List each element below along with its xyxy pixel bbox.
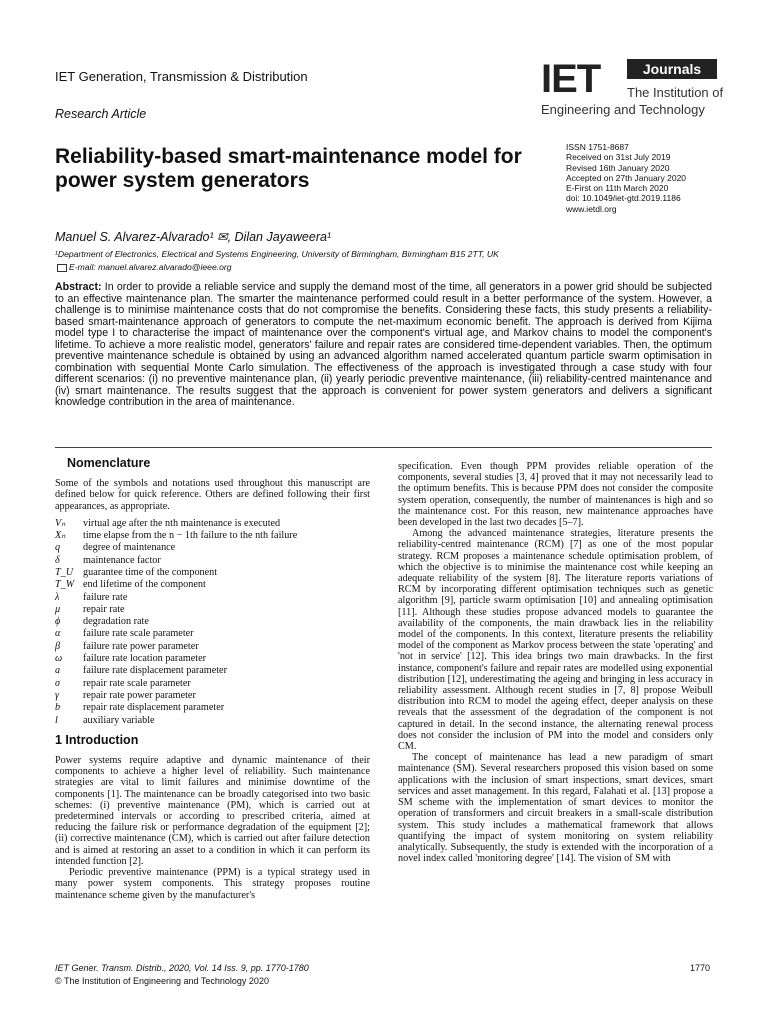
iet-journals-logo [541, 57, 724, 121]
nomenclature-row [55, 542, 370, 554]
nomenclature-row [55, 567, 370, 579]
logo-institution-line1: The Institution of [627, 85, 724, 100]
nomenclature-row [55, 628, 370, 640]
envelope-icon [57, 264, 67, 272]
nomenclature-row [55, 653, 370, 665]
article-type: Research Article [55, 107, 147, 121]
intro-paragraph-1: Power systems require adaptive and dynamic maintenance of their components to achieve a higher level of reliability. Such maintenance strategies are vital to limit failures and minimise downtime of the components [1]. The maintenance can be broadly categorised into two basic schemes: (i) preventive maintenance (PM), which is carried out at predetermined intervals or according to prescribed criteria, aimed at reducing the failure risk or performance degradation of the equipment [2]; (ii) corrective maintenance (CM), which is carried out after failure detection and is aimed at restoring an asset to a condition in which it can perform its intended function [2]. [55, 755, 370, 867]
nomenclature-description: time elapse from the n − 1th failure to the nth failure [83, 530, 298, 542]
revised-date: Revised 16th January 2020 [566, 162, 670, 173]
nomenclature-description: maintenance factor [83, 554, 161, 566]
nomenclature-description: repair rate displacement parameter [83, 702, 225, 714]
nomenclature-intro: Some of the symbols and notations used throughout this manuscript are defined below for quick reference. Others are defined following their first appearances, as appropriate. [55, 478, 370, 512]
nomenclature-symbol: l [55, 714, 58, 726]
abstract [55, 282, 712, 409]
author-list: Manuel S. Alvarez-Alvarado¹ ✉, Dilan Jayaweera¹ [55, 230, 332, 244]
nomenclature-symbol: a [55, 665, 61, 677]
abstract-label: Abstract: [55, 281, 102, 293]
logo-mark: IET [541, 57, 601, 101]
nomenclature-symbol: γ [55, 689, 60, 701]
nomenclature-row [55, 530, 370, 542]
nomenclature-row [55, 715, 370, 727]
right-paragraph-2: Among the advanced maintenance strategies, literature presents the reliability-centred maintenance (RCM) [7] as one of the most popular strategy. RCM proposes a maintenance schedule optimisation problem, of which the objective is to minimise the maintenance cost while keeping an adequate reliability of the system [8]. The literature reports variations of RCM by incorporating different optimisation techniques such as genetic algorithm [9], particle swarm optimisation [10] and annealing optimisation [11]. Although these studies propose advanced models to guarantee the availability of the components, the main drawback lies in the reliability model of the components. In this context, literature presents the reliability model of the component as Markov process between the state 'operating' and 'not in service' [12]. This idea brings two main drawbacks. In the first instance, component's failure and repair rates are modelled using exponential distribution [12], underestimating the ageing and bringing in less accuracy in reliability assessment. Although recent studies in [7, 8] propose Weibull distribution into RCM to model the ageing effect, deeper analysis on these reveals that the assessment of the degradation of the component is not captured in detail. In the second instance, the alternating renewal process does not consider the inclusion of PM into the model and considers only CM. [398, 528, 713, 753]
nomenclature-symbol: q [55, 542, 61, 554]
nomenclature-description: degradation rate [83, 616, 149, 628]
corresponding-email[interactable] [55, 262, 232, 272]
nomenclature-description: repair rate scale parameter [83, 677, 191, 689]
right-column [398, 461, 713, 864]
nomenclature-symbol: σ [55, 677, 61, 689]
nomenclature-description: failure rate displacement parameter [83, 665, 227, 677]
nomenclature-row [55, 665, 370, 677]
divider [55, 447, 712, 448]
introduction-heading: 1 Introduction [55, 732, 139, 747]
journal-name: IET Generation, Transmission & Distribution [55, 69, 308, 84]
nomenclature-list [55, 518, 370, 727]
nomenclature-description: failure rate location parameter [83, 653, 207, 665]
nomenclature-row [55, 616, 370, 628]
doi[interactable]: doi: 10.1049/iet-gtd.2019.1186 [566, 193, 681, 204]
nomenclature-row [55, 678, 370, 690]
nomenclature-row [55, 641, 370, 653]
nomenclature-description: failure rate power parameter [83, 640, 199, 652]
e-first-date: E-First on 11th March 2020 [566, 183, 669, 194]
nomenclature-description: end lifetime of the component [83, 579, 206, 591]
nomenclature-row [55, 592, 370, 604]
footer-copyright: © The Institution of Engineering and Technology 2020 [55, 976, 269, 986]
accepted-date: Accepted on 27th January 2020 [566, 172, 687, 183]
nomenclature-row [55, 579, 370, 591]
page-number: 1770 [690, 963, 711, 973]
nomenclature-description: auxiliary variable [83, 714, 155, 726]
nomenclature-symbol: ω [55, 653, 63, 665]
footer-citation: IET Gener. Transm. Distrib., 2020, Vol. 14 Iss. 9, pp. 1770-1780 [55, 963, 309, 973]
nomenclature-symbol: T_U [55, 567, 74, 578]
website-link[interactable]: www.ietdl.org [566, 203, 617, 214]
left-column [55, 458, 370, 901]
nomenclature-description: failure rate scale parameter [83, 628, 194, 640]
nomenclature-description: repair rate [83, 603, 125, 615]
nomenclature-row [55, 604, 370, 616]
article-metadata [566, 142, 686, 214]
nomenclature-symbol: δ [55, 554, 60, 566]
nomenclature-row [55, 702, 370, 714]
logo-institution-line2: Engineering and Technology [541, 102, 705, 117]
nomenclature-symbol: μ [55, 603, 61, 615]
nomenclature-row [55, 518, 370, 530]
nomenclature-heading: Nomenclature [67, 456, 151, 470]
nomenclature-symbol: Vₙ [55, 517, 66, 529]
paper-title: Reliability-based smart-maintenance model for power system generators [55, 145, 522, 192]
abstract-text: In order to provide a reliable service and supply the demand most of the time, all generators in a power grid should be subjected to an effective maintenance plan. The smarter the maintenance performed could result in a better performance of the system. However, a challenge is to minimise maintenance costs that do not compromise the benefits. Considering these facts, this study presents a reliability-based smart-maintenance approach of generators to compute the net-maximum economic benefit. The approach is derived from Kijima model type I to characterise the impact of maintenance over the component's virtual age, and Markov chains to model the component's lifetime. To achieve a more realistic model, generators' failure and repair rates are considered time-dependent variables. Then, the optimum preventive maintenance schedule is obtained by using an advanced algorithm named accelerated quantum particle swarm optimisation in combination with sequential Monte Carlo simulation. The effectiveness of the approach is investigated through a case study with four different scenarios: (i) no preventive maintenance plan, (ii) yearly periodic preventive maintenance, (iii) reliability-centred maintenance and (iv) smart maintenance. The results suggest that the approach is convenient for power system generators and delivers a significant knowledge contribution in the area of maintenance. [55, 281, 712, 408]
nomenclature-description: guarantee time of the component [83, 567, 218, 578]
nomenclature-symbol: α [55, 628, 61, 640]
nomenclature-row [55, 555, 370, 567]
nomenclature-symbol: b [55, 702, 61, 714]
nomenclature-symbol: λ [55, 591, 60, 603]
nomenclature-symbol: T_W [55, 579, 75, 591]
nomenclature-description: degree of maintenance [83, 542, 176, 554]
email-text: E-mail: manuel.alvarez.alvarado@ieee.org [69, 262, 232, 272]
nomenclature-description: failure rate [83, 591, 128, 603]
nomenclature-description: repair rate power parameter [83, 689, 196, 701]
issn: ISSN 1751-8687 [566, 142, 629, 152]
nomenclature-row [55, 690, 370, 702]
nomenclature-symbol: β [55, 640, 61, 652]
received-date: Received on 31st July 2019 [566, 152, 671, 163]
nomenclature-description: virtual age after the nth maintenance is executed [83, 517, 281, 529]
affiliation: ¹Department of Electronics, Electrical and Systems Engineering, University of Birmingham, Birmingham B15 2TT, UK [55, 249, 499, 259]
right-paragraph-3: The concept of maintenance has lead a new paradigm of smart maintenance (SM). Several researchers proposed this vision based on some applications with the inclusion of smart inspections, smart devices, smart services and asset management. In this regard, Falahati et al. [13] propose a SM scheme with the implementation of smart devices to monitor the operation of transformers and circuit breakers in a small-scale distribution system. This study includes a mathematical framework that allows quantifying the impact of system monitoring on system reliability analytically. Subsequently, the study is extended with the incorporation of a novel index called 'monitoring degree' [14]. The vision of SM with [398, 752, 713, 865]
logo-journals-label: Journals [627, 59, 717, 79]
nomenclature-symbol: ϕ [55, 616, 61, 628]
nomenclature-symbol: Xₙ [55, 530, 66, 542]
intro-paragraph-2: Periodic preventive maintenance (PPM) is a typical strategy used in many power system components. This strategy proposes routine maintenance scheme given by the manufacturer's [55, 867, 370, 901]
right-paragraph-1: specification. Even though PPM provides reliable operation of the components, several studies [3, 4] proved that it may not necessarily lead to the optimum benefits. This is because PPM does not consider the composite system operation, consequently, the number of maintenances is high and so the maintenance cost. For this reason, new maintenance approaches have been developed in the last two decades [5–7]. [398, 461, 713, 529]
